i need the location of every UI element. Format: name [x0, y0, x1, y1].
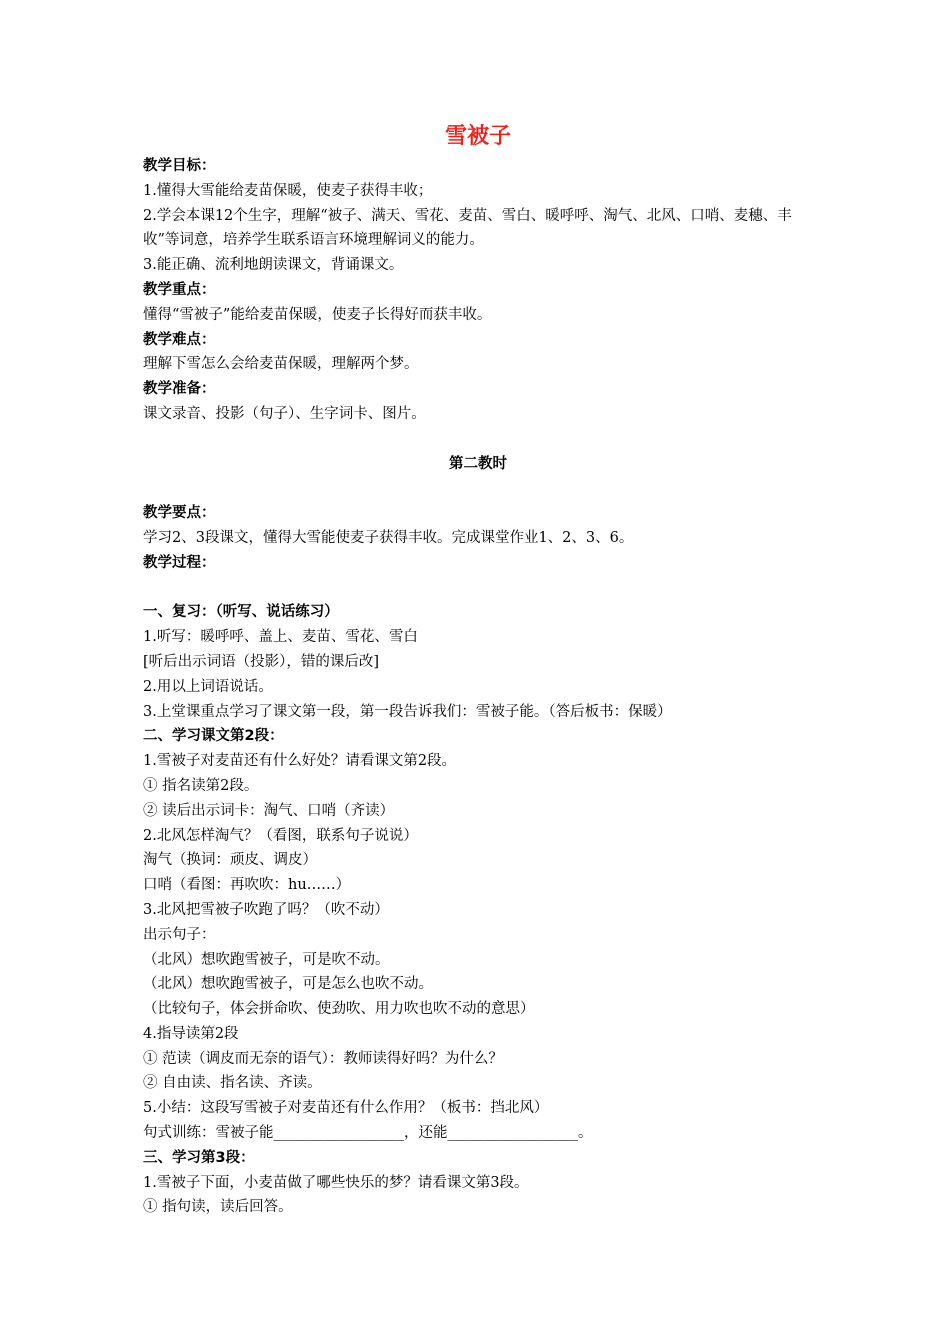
blank-line	[143, 476, 813, 501]
text-line: 1.雪被子对麦苗还有什么好处？请看课文第2段。	[143, 753, 457, 770]
text-line: （北风）想吹跑雪被子，可是怎么也吹不动。	[143, 976, 433, 993]
text-line: ② 读后出示词卡：淘气、口哨（齐读）	[143, 802, 395, 819]
text-line: 出示句子：	[143, 926, 216, 943]
text-line: （比较句子，体会拼命吹、使劲吹、用力吹也吹不动的意思）	[143, 1001, 535, 1018]
text-line: 1.雪被子下面，小麦苗做了哪些快乐的梦？请看课文第3段。	[143, 1174, 529, 1191]
text-line: 淘气（换词：顽皮、调皮）	[143, 852, 317, 869]
text-line: 2.学会本课12个生字，理解“被子、满天、雪花、麦苗、雪白、暖呼呼、淘气、北风、口哨、麦穗、丰收”等词意，培养学生联系语言环境理解词义的能力。	[143, 207, 792, 249]
text-line: （北风）想吹跑雪被子，可是吹不动。	[143, 951, 390, 968]
text-line: 3.上堂课重点学习了课文第一段，第一段告诉我们：雪被子能。（答后板书：保暖）	[143, 703, 672, 720]
text-line: 2.用以上词语说话。	[143, 678, 273, 695]
text-line: 5.小结：这段写雪被子对麦苗还有什么作用？（板书：挡北风）	[143, 1100, 549, 1117]
document-title: 雪被子	[444, 124, 511, 149]
document-body	[143, 154, 813, 1220]
text-line: ② 自由读、指名读、齐读。	[143, 1075, 322, 1092]
text-line: 口哨（看图：再吹吹：hu……）	[143, 877, 351, 894]
text-line: 理解下雪怎么会给麦苗保暖，理解两个梦。	[143, 356, 419, 373]
section-heading: 三、学习第3段：	[143, 1149, 255, 1166]
text-line: 1.听写：暖呼呼、盖上、麦苗、雪花、雪白	[143, 629, 418, 646]
text-line: ① 范读（调皮而无奈的语气）：教师读得好吗？为什么？	[143, 1050, 503, 1067]
document-page	[143, 120, 813, 1220]
section-heading: 教学要点：	[143, 505, 216, 522]
text-line: 2.北风怎样淘气？（看图，联系句子说说）	[143, 827, 418, 844]
text-line: 懂得“雪被子”能给麦苗保暖，使麦子长得好而获丰收。	[143, 306, 492, 323]
section-heading: 教学目标：	[143, 158, 216, 174]
blank-line	[143, 576, 813, 601]
text-line: ① 指名读第2段。	[143, 777, 259, 794]
section-heading: 一、复习：（听写、说话练习）	[143, 604, 339, 621]
blank-line	[143, 427, 813, 452]
text-line: 学习2、3段课文，懂得大雪能使麦子获得丰收。完成课堂作业1、2、3、6。	[143, 529, 634, 546]
text-line: 4.指导读第2段	[143, 1025, 239, 1042]
lesson-heading: 第二教时	[449, 455, 507, 472]
text-line: 3.能正确、流利地朗读课文，背诵课文。	[143, 257, 404, 274]
text-line: ① 指句读，读后回答。	[143, 1199, 293, 1216]
section-heading: 教学准备：	[143, 381, 216, 398]
text-line: 句式训练：雪被子能__________________，还能__________________。	[143, 1125, 593, 1142]
section-heading: 教学重点：	[143, 281, 216, 298]
section-heading: 教学难点：	[143, 331, 216, 348]
text-line: 1.懂得大雪能给麦苗保暖，使麦子获得丰收；	[143, 182, 433, 199]
section-heading: 教学过程：	[143, 554, 216, 571]
text-line: [听后出示词语（投影），错的课后改]	[143, 653, 380, 670]
section-heading: 二、学习课文第2段：	[143, 728, 284, 745]
text-line: 3.北风把雪被子吹跑了吗？（吹不动）	[143, 901, 389, 918]
text-line: 课文录音、投影（句子）、生字词卡、图片。	[143, 405, 426, 422]
